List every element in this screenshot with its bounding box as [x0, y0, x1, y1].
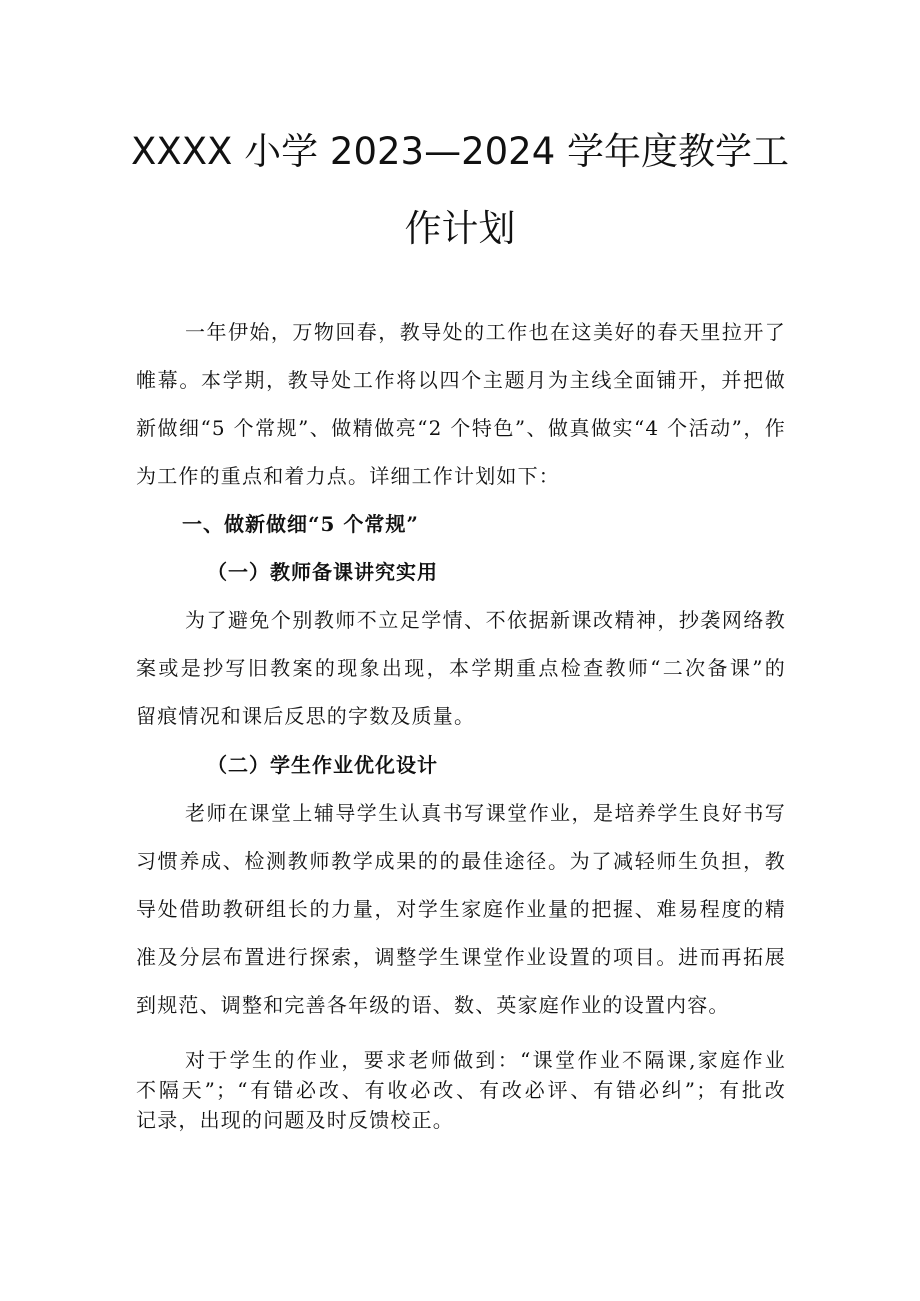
paragraph-line: 不隔天”；“有错必改、有收必改、有改必评、有错必纠”；有批改: [136, 1078, 786, 1102]
paragraph-line: 为工作的重点和着力点。详细工作计划如下：: [136, 464, 560, 488]
paragraph-line: 新做细“5 个常规”、做精做亮“2 个特色”、做真做实“4 个活动”，作: [136, 416, 786, 440]
paragraph-line: 一年伊始，万物回春，教导处的工作也在这美好的春天里拉开了: [185, 320, 786, 344]
paragraph-line: 为了避免个别教师不立足学情、不依据新课改精神，抄袭网络教: [185, 608, 786, 632]
paragraph-line: 准及分层布置进行探索，调整学生课堂作业设置的项目。进而再拓展: [136, 945, 786, 969]
paragraph-line: 习惯养成、检测教师教学成果的的最佳途径。为了减轻师生负担，教: [136, 849, 786, 873]
paragraph-line: 到规范、调整和完善各年级的语、数、英家庭作业的设置内容。: [136, 993, 730, 1017]
paragraph-line: 对于学生的作业，要求老师做到：“课堂作业不隔课,家庭作业: [185, 1048, 786, 1072]
paragraph-line: 导处借助教研组长的力量，对学生家庭作业量的把握、难易程度的精: [136, 897, 786, 921]
document-title-line-1: XXXX 小学 2023—2024 学年度教学工: [131, 130, 789, 173]
subsection-heading-2: （二）学生作业优化设计: [207, 753, 438, 777]
paragraph-line: 案或是抄写旧教案的现象出现，本学期重点检查教师“二次备课”的: [136, 656, 786, 680]
paragraph-line: 留痕情况和课后反思的字数及质量。: [136, 704, 476, 728]
paragraph-line: 帷幕。本学期，教导处工作将以四个主题月为主线全面铺开，并把做: [136, 368, 786, 392]
subsection-heading-1: （一）教师备课讲究实用: [207, 560, 438, 584]
section-heading-1: 一、做新做细“5 个常规”: [182, 512, 419, 536]
paragraph-line: 记录，出现的问题及时反馈校正。: [136, 1108, 454, 1132]
document-title-line-2: 作计划: [404, 207, 516, 250]
paragraph-line: 老师在课堂上辅导学生认真书写课堂作业，是培养学生良好书写: [185, 801, 786, 825]
